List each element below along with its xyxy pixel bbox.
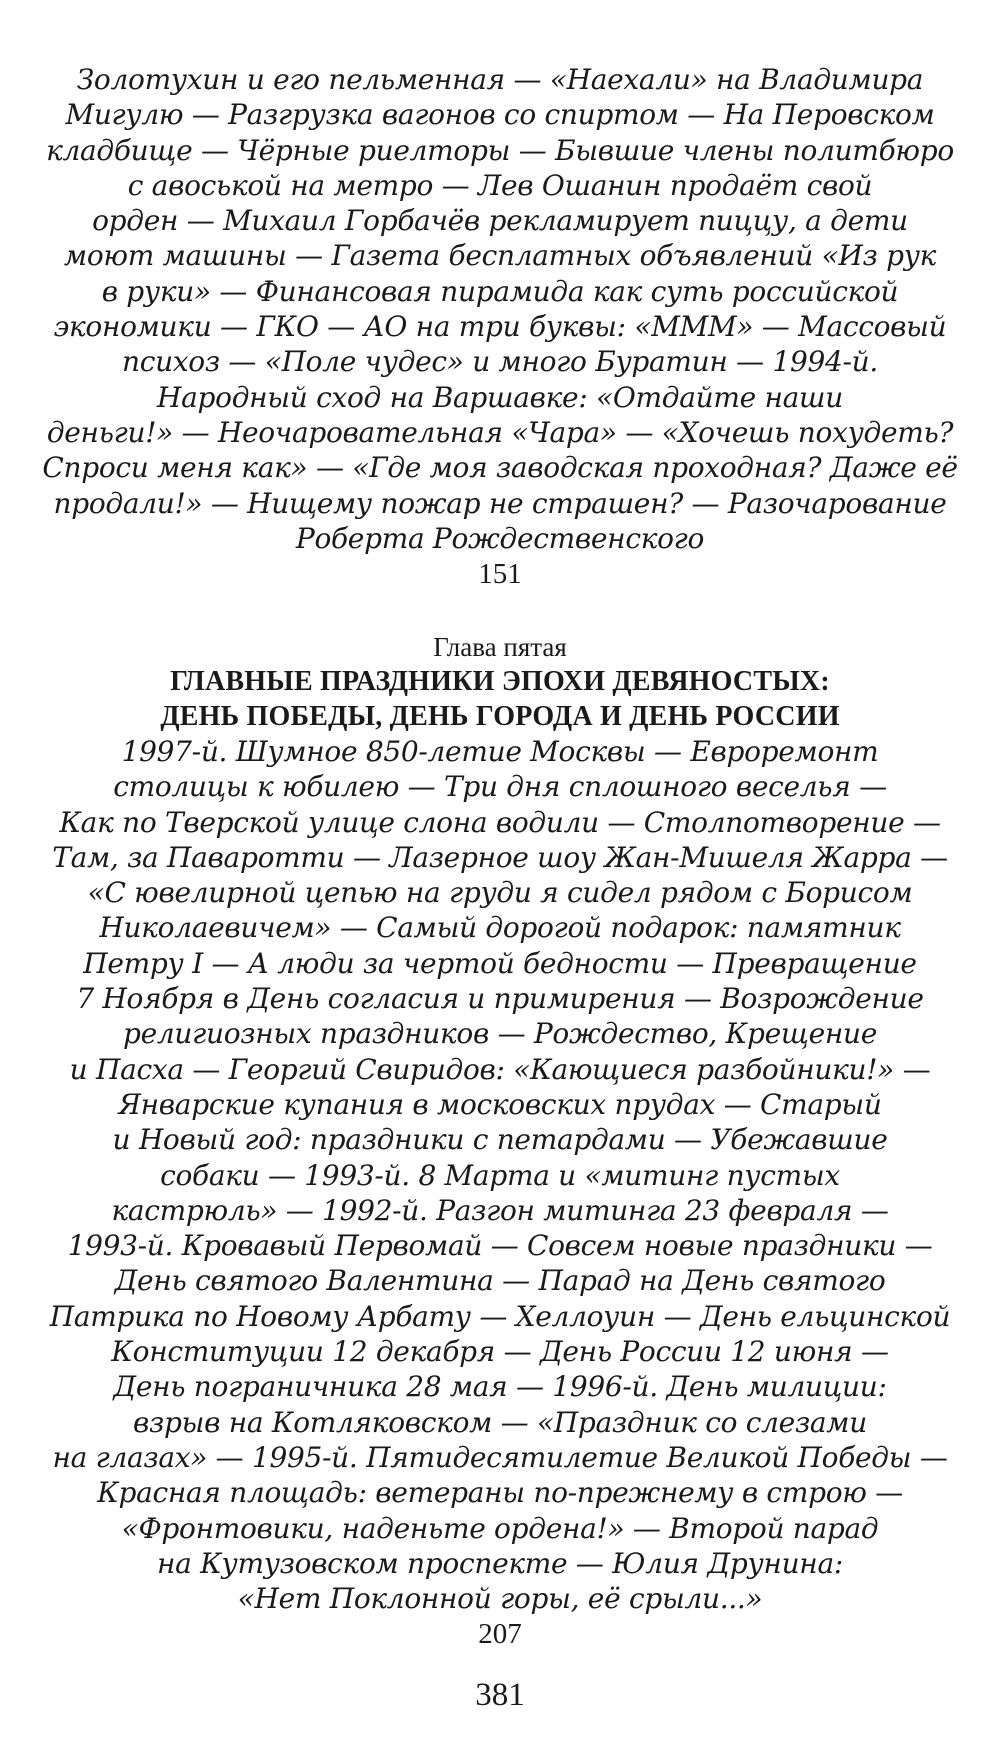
entry-line: орден — Михаил Горбачёв рекламирует пиццу, а дети bbox=[92, 204, 908, 238]
entry-line: религиозных праздников — Рождество, Крещение bbox=[122, 1017, 878, 1051]
entry-line: День пограничника 28 мая — 1996-й. День милиции: bbox=[113, 1370, 887, 1404]
entry-line: Мигулю — Разгрузка вагонов со спиртом — На Перовском bbox=[65, 98, 935, 132]
chapter-title-line: ДЕНЬ ПОБЕДЫ, ДЕНЬ ГОРОДА И ДЕНЬ РОССИИ bbox=[160, 701, 840, 732]
page-reference: 151 bbox=[478, 558, 522, 591]
entry-line: Петру I — А люди за чертой бедности — Превращение bbox=[83, 946, 917, 980]
entry-line: на глазах» — 1995-й. Пятидесятилетие Великой Победы — bbox=[52, 1440, 948, 1474]
entry-line: экономики — ГКО — АО на три буквы: «МММ» — Массовый bbox=[53, 310, 947, 344]
entry-line: 1997-й. Шумное 850-летие Москвы — Евроремонт bbox=[121, 735, 879, 768]
entry-line: «Фронтовики, наденьте ордена!» — Второй парад bbox=[121, 1511, 879, 1545]
entry-line: Январские купания в московских прудах — Старый bbox=[118, 1087, 882, 1121]
contents-entry-previous-chapter bbox=[40, 62, 960, 592]
entry-line: 1993-й. Кровавый Первомай — Совсем новые праздники — bbox=[67, 1229, 933, 1263]
entry-line: в руки» — Финансовая пирамида как суть российской bbox=[101, 274, 899, 308]
entry-line: с авоськой на метро — Лев Ошанин продаёт свой bbox=[127, 168, 873, 202]
chapter-label: Глава пятая bbox=[433, 632, 567, 662]
entry-line: продали!» — Нищему пожар не страшен? — Разочарование bbox=[53, 486, 947, 520]
entry-line: Конституции 12 декабря — День России 12 июня — bbox=[111, 1335, 889, 1369]
entry-line: моют машины — Газета бесплатных объявлений «Из рук bbox=[63, 239, 937, 273]
entry-line: 7 Ноября в День согласия и примирения — Возрождение bbox=[76, 982, 924, 1016]
entry-line: «Нет Поклонной горы, её срыли...» bbox=[237, 1582, 763, 1616]
entry-line: Роберта Рождественского bbox=[295, 521, 705, 555]
entry-line: кладбище — Чёрные риелторы — Бывшие члены политбюро bbox=[46, 133, 954, 167]
entry-line: Красная площадь: ветераны по-прежнему в строю — bbox=[97, 1476, 903, 1510]
entry-line: «С ювелирной цепью на груди я сидел рядом с Борисом bbox=[87, 876, 913, 910]
entry-line: Там, за Паваротти — Лазерное шоу Жан-Мишеля Жарра — bbox=[52, 840, 948, 874]
entry-line: деньги!» — Неочаровательная «Чара» — «Хочешь похудеть? bbox=[46, 415, 954, 449]
entry-line: Как по Тверской улице слона водили — Столпотворение — bbox=[59, 805, 941, 839]
entry-line: психоз — «Поле чудес» и много Буратин — 1994-й. bbox=[121, 345, 879, 379]
entry-line: и Пасха — Георгий Свиридов: «Кающиеся разбойники!» — bbox=[69, 1052, 931, 1086]
chapter-title-line: ГЛАВНЫЕ ПРАЗДНИКИ ЭПОХИ ДЕВЯНОСТЫХ: bbox=[170, 666, 830, 697]
entry-line: Народный сход на Варшавке: «Отдайте наши bbox=[157, 380, 843, 414]
entry-line: День святого Валентина — Парад на День святого bbox=[114, 1264, 886, 1298]
entry-line: взрыв на Котляковском — «Праздник со слезами bbox=[133, 1405, 867, 1439]
entry-line: на Кутузовском проспекте — Юлия Друнина: bbox=[157, 1546, 843, 1580]
entry-line: Спроси меня как» — «Где моя заводская проходная? Даже её bbox=[42, 451, 958, 485]
entry-line: собаки — 1993-й. 8 Марта и «митинг пустых bbox=[160, 1158, 840, 1192]
entry-line: столицы к юбилею — Три дня сплошного веселья — bbox=[113, 770, 887, 804]
entry-line: Золотухин и его пельменная — «Наехали» на Владимира bbox=[76, 63, 924, 96]
entry-line: и Новый год: праздники с петардами — Убежавшие bbox=[112, 1123, 888, 1157]
entry-line: кастрюль» — 1992-й. Разгон митинга 23 февраля — bbox=[111, 1193, 889, 1227]
entry-line: Николаевичем» — Самый дорогой подарок: памятник bbox=[99, 911, 901, 945]
contents-entry-chapter-five bbox=[40, 630, 960, 1652]
entry-line: Патрика по Новому Арбату — Хеллоуин — День ельцинской bbox=[49, 1299, 951, 1333]
page-reference: 207 bbox=[478, 1618, 522, 1651]
page-number: 381 bbox=[475, 1677, 525, 1713]
